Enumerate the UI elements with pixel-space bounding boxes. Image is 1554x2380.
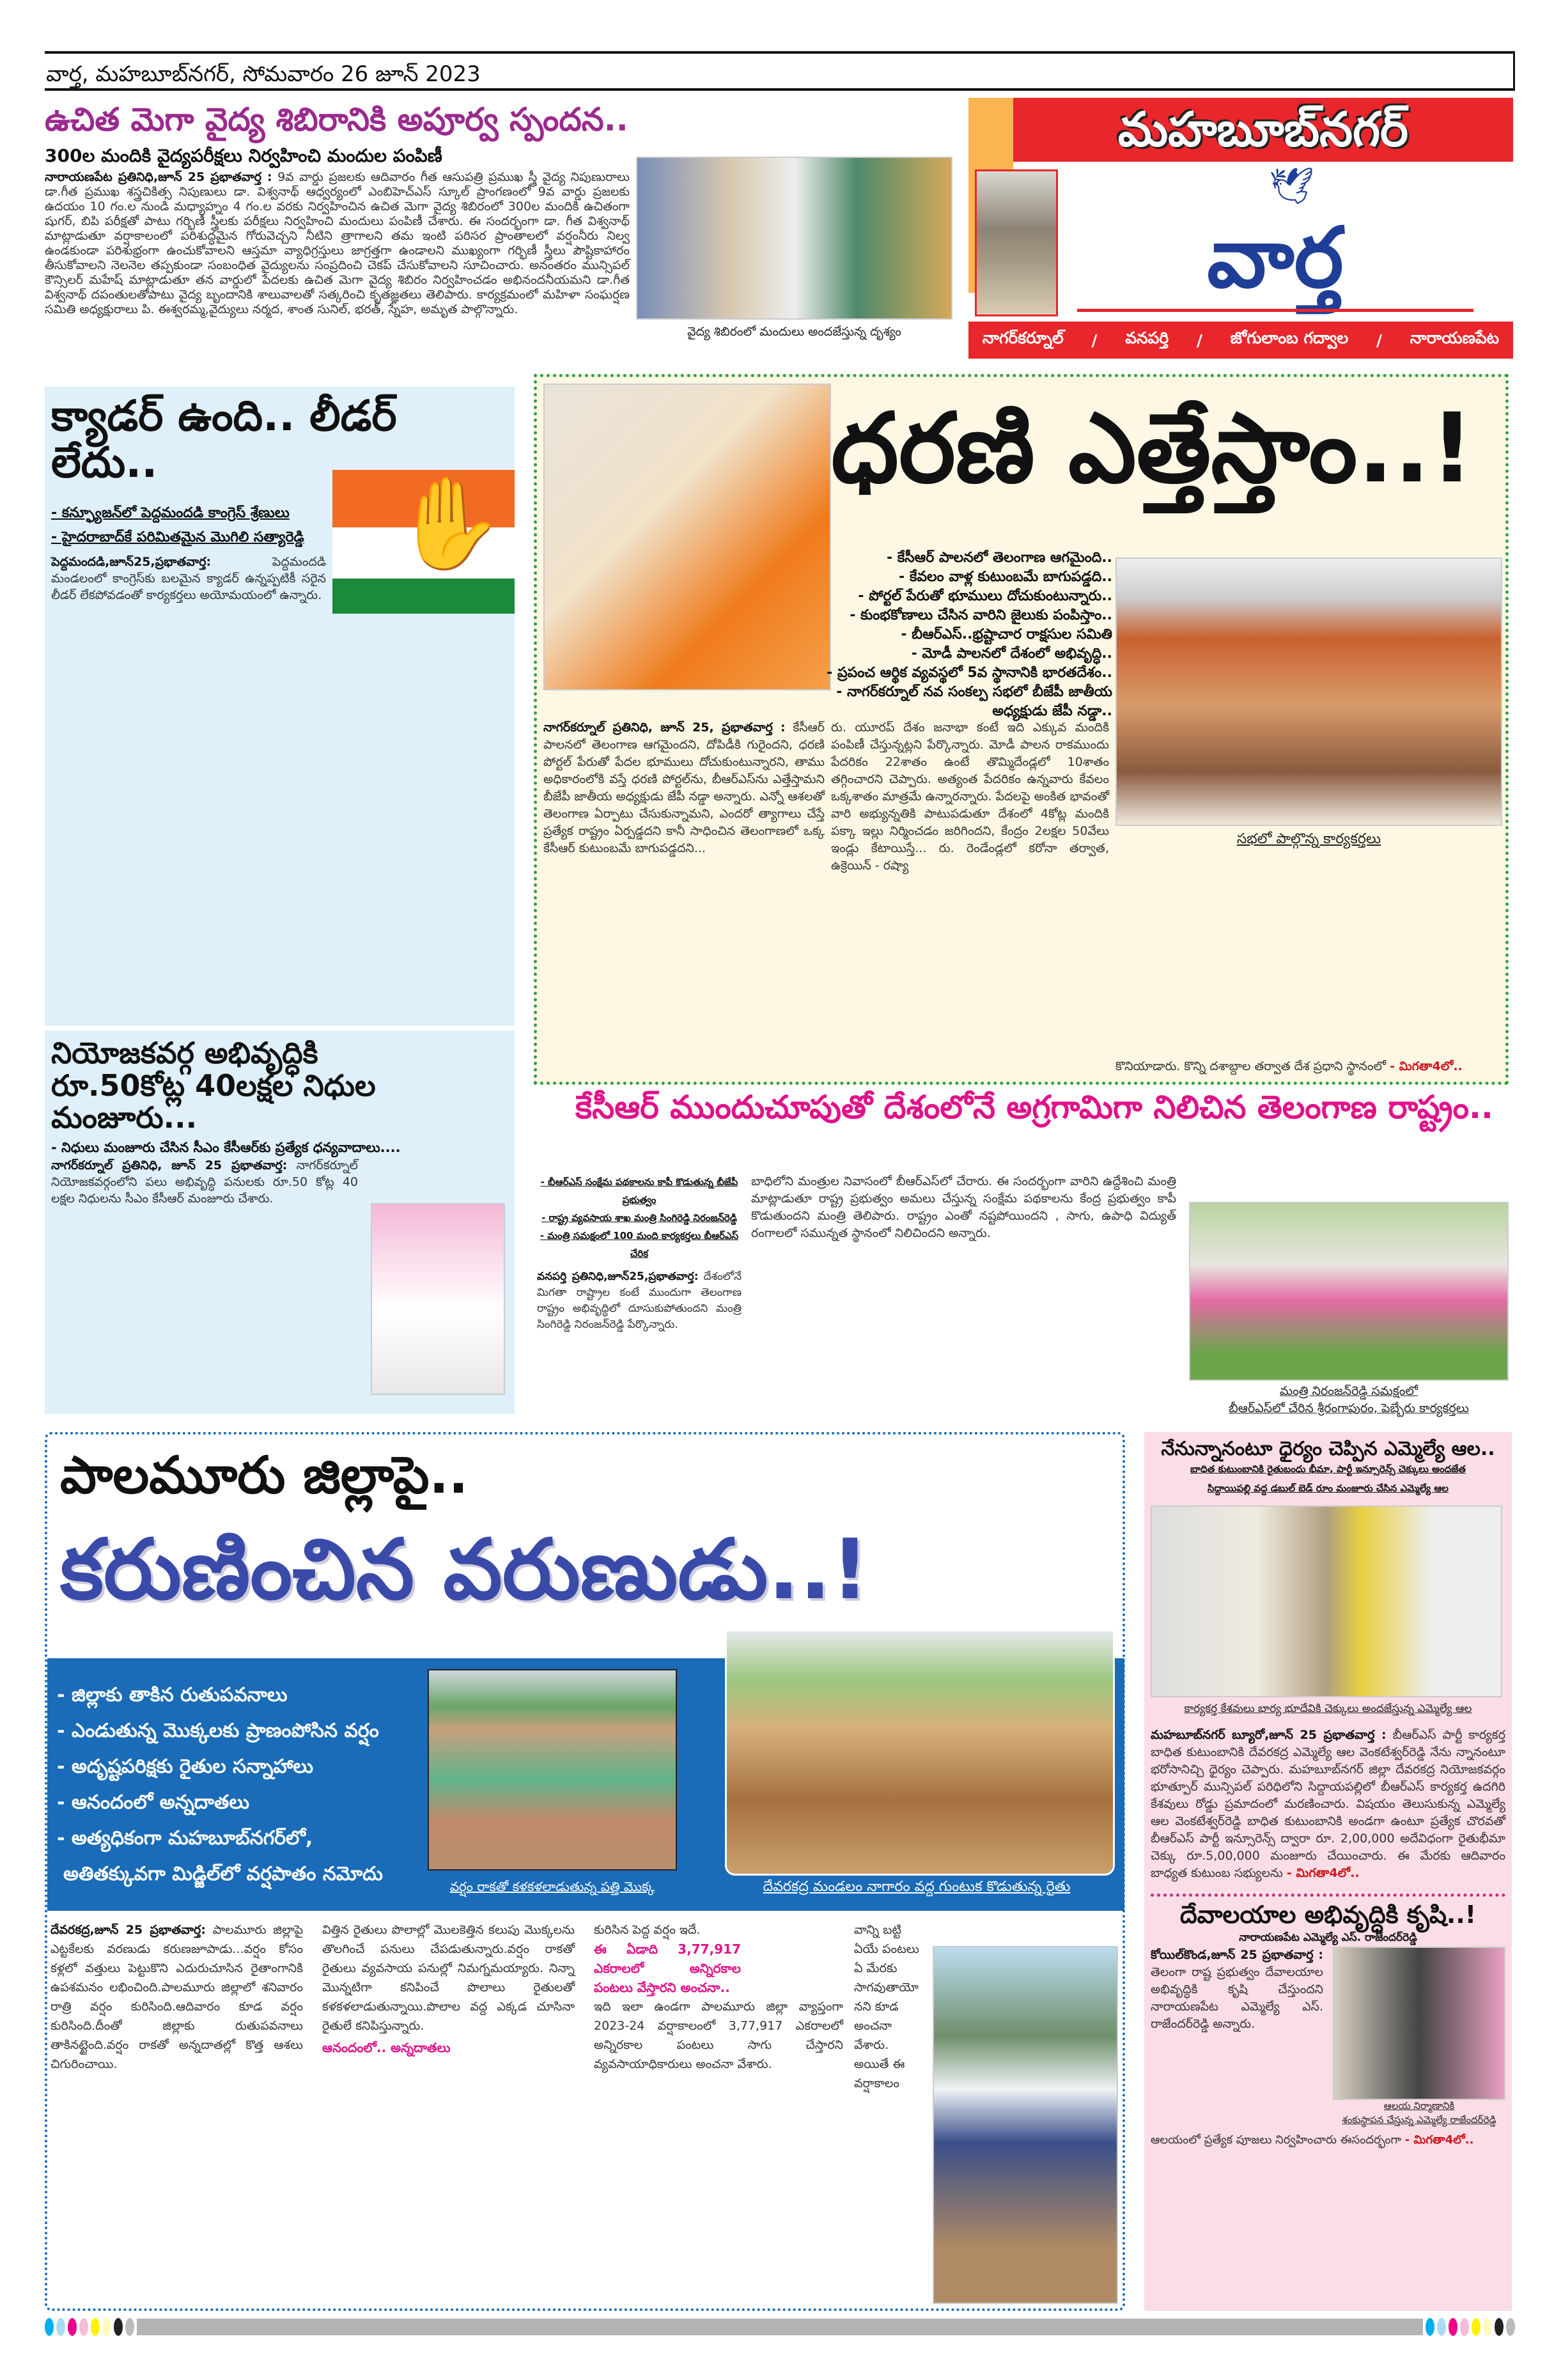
subheading: ఈ ఏడాది 3,77,917 ఎకరాలలో అన్నిరకాల పంటలు వేస్తారని అంచనా.. — [594, 1941, 741, 1995]
masthead — [968, 98, 1513, 359]
bullet: - హైదరాబాద్‌కే పరిమితమైన మొగిలి సత్యారెడ్డి — [51, 529, 304, 546]
bullet: - కేసీఆర్ పాలనలో తెలంగాణ ఆగమైంది.. — [886, 550, 1112, 566]
temple-tail: ఆలయంలో ప్రత్యేక పూజలు నిర్వహించారు ఈసందర్భంగా - మిగతా4లో.. — [1151, 2133, 1474, 2147]
district-gadwal: జోగులాంబ గద్వాల — [1230, 329, 1349, 347]
brs-photo-caption-2: బీఆర్ఎస్‌లో చేరిన శ్రీరంగాపురం, పెబ్బేరు కార్యకర్తలు — [1229, 1401, 1469, 1415]
bullet: - ఆనందంలో అన్నదాతలు — [57, 1791, 249, 1814]
headline: ధరణి ఎత్తేస్తాం..! — [831, 393, 1474, 504]
bullet: - కన్ఫ్యూజన్‌లో పెద్దమందడి కాంగ్రెస్ శ్రేణులు — [51, 505, 290, 522]
temple-caption-1: ఆలయ నిర్మాణానికి — [1383, 2099, 1455, 2112]
crowd-photo — [1115, 557, 1502, 826]
headline-2: కరుణించిన వరుణుడు..! — [60, 1521, 869, 1618]
brs-photo-caption-1: మంత్రి నిరంజన్‌రెడ్డి సమక్షంలో — [1279, 1384, 1418, 1398]
article-funds — [45, 1031, 515, 1414]
bullet: అతితక్కువగా మిడ్జిల్‌లో వర్షపాతం నమోదు — [63, 1863, 383, 1885]
article-column-2: రు. యూరప్ దేశం జనాభా కంటే ఇది ఎక్కువ మందికి పంపిణీ చేస్తున్నట్లని పేర్కొన్నారు. మోడీ పాలన రాకముందు పేదరికం 22శాతం ఉంటే తొమ్మిదేండ్లలో 10శాతం తగ్గించారని చెప్పారు. అత్యంత పేదరికం ఉన్నవారు కేవలం ఒక్కశాతం మాత్రమే ఉన్నారన్నారు. పేదలపై అంకిత భావంతో వారి అభ్యున్నతికి పాటుపడుతూ దేశంలో 4కోట్ల మందికి పక్కా ఇల్లు నిర్మించడం జరిగిందని, కేంద్రం 2లక్షల 50వేలు ఇండ్లు కేటాయిస్తే... రు. రెండేండ్లలో కరోనా తర్వాత, ఉక్రెయిన్ - రష్యా — [831, 720, 1109, 873]
kcr-headline: కేసీఆర్ ముందుచూపుతో దేశంలోనే అగ్రగామిగా నిలిచిన తెలంగాణ రాష్ట్రం.. — [575, 1089, 1493, 1126]
print-registration-bar — [45, 2317, 1515, 2337]
cotton-plant-photo — [428, 1669, 677, 1871]
bullet: - మంత్రి సమక్షంలో 100 మంది కార్యకర్తలు బీఆర్ఎస్ చేరిక — [540, 1230, 739, 1259]
kcr-column-2: బాధిలోని మంత్రుల నివాసంలో బీఆర్ఎస్‌లో చేరారు. ఈ సందర్భంగా వారిని ఉద్దేశించి మంత్రి మాట్లాడుతూ రాష్ట్ర ప్రభుత్వం అమలు చేస్తున్న సంక్షేమ పథకాలను కేంద్ర ప్రభుత్వం కాపీ కొడుతుందని మంత్రి తెలిపారు. రాష్ట్రం ఎంతో నష్టపోయిందని , సాగు, ఉపాధి విద్యుత్ రంగాలలో సమున్నత స్థానంలో నిలిచిందని అన్నారు. — [751, 1174, 1176, 1240]
headline-line1: నియోజకవర్గ అభివృద్ధికి — [51, 1036, 318, 1070]
article-column-3: కొనియాడారు. కొన్ని దశాబ్దాల తర్వాత దేశ ప్రధాని స్థానంలో - మిగతా4లో.. — [1115, 1059, 1463, 1073]
article-column-1: నాగర్‌కర్నూల్ ప్రతినిధి, జూన్ 25, ప్రభాతవార్త : కేసీఆర్ పాలనలో తెలంగాణ ఆగమైందని, దోపిడీకి గురైందని, ధరణి పోర్టల్ పేరుతో పేదల భూములు దోచుకుంటున్నారని, తాము అధికారంలోకి వస్తే ధరణి పోర్టల్‌ను, బీఆర్ఎస్‌ను ఎత్తేస్తామని బీజేపీ జాతీయ అధ్యక్షుడు జేపీ నడ్డా అన్నారు. ఎన్నో ఆశలతో తెలంగాణ ఏర్పాటు చేసుకున్నామని, ఎందరో త్యాగాలు చేస్తే ప్రత్యేక రాష్ట్రం ఏర్పడ్డదని కానీ సాధించిన తెలంగాణలో ఒక్క కేసీఆర్ కుటుంబమే బాగుపడ్డదని... — [543, 720, 825, 855]
bullet: - ప్రపంచ ఆర్థిక వ్యవస్థలో 5వ స్థానానికి భారతదేశం.. — [827, 665, 1112, 681]
bullet: - కేవలం వాళ్ల కుటుంబమే బాగుపడ్డది.. — [899, 569, 1112, 585]
article-body: నాగర్‌కర్నూల్ ప్రతినిధి, జూన్ 25 ప్రభాతవార్త: నాగర్‌కర్నూల్ నియోజకవర్గంలోని పలు అభివృద్ధి పనులకు రూ.50 కోట్ల 40 లక్షల నిధులను సీఎం కేసీఆర్ మంజూరు చేశారు. — [51, 1158, 358, 1206]
bullet: - నాగర్‌కర్నూల్ నవ సంకల్ప సభలో బీజేపీ జాతీయ అధ్యక్షుడు జేపీ నడ్డా.. — [836, 684, 1112, 719]
hand-symbol-icon: ✋ — [393, 472, 505, 576]
headline: నేనున్నానంటూ ధైర్యం చెప్పిన ఎమ్మెల్యే ఆల.. — [1161, 1438, 1495, 1460]
cotton-plant-caption: వర్షం రాకతో కళకళలాడుతున్న పత్తి మొక్క — [449, 1879, 655, 1894]
article-cadre — [45, 387, 515, 1026]
rain-column-1: దేవరకద్ర,జూన్ 25 ప్రభాతవార్త: పాలమూరు జిల్లాపై ఎట్టకేలకు వరణుడు కరుణజూపాడు...వర్షం కోసం కళ్లలో వత్తులు పెట్టుకొని ఎదురుచూసిన రైతాంగానికి ఉపశమనం లభించింది.పాలమూరు జిల్లాలో శనివారం రాత్రి వర్షం కురిసింది.ఆదివారం కూడ వర్షం కురిసింది.దీంతో జిల్లాకు రుతుపవనాలు తాకినట్టైంది.వర్షం రాకతో అన్నదాతల్లో కొత్త ఆశలు చిగురించాయి. — [51, 1923, 303, 2071]
subheading: ఆనందంలో.. అన్నదాతలు — [322, 2040, 451, 2055]
kcr-bullets — [537, 1173, 742, 1263]
subhead: బాధిత కుటుంబానికి రైతుబంధు భీమా, పార్టీ ఇన్సూరెన్స్ చెక్కులు అందజేత — [1190, 1463, 1466, 1475]
farmer-oxen-photo — [725, 1629, 1115, 1876]
article-body: మహబూబ్‌నగర్ బ్యూరో,జూన్ 25 ప్రభాతవార్త : బీఆర్ఎస్ పార్టీ కార్యకర్త బాధిత కుటుంబానికి దేవరకద్ర ఎమ్మెల్యే ఆల వెంకటేశ్వర్‌రెడ్డి నేను న్నానంటూ భరోసానిచ్చి ధైర్యం చెప్పారు. మహబూబ్‌నగర్ జిల్లా దేవరకద్ర నియోజకవర్గం భూత్పూర్ మున్సిపల్ పరిధిలోని సిద్దాయపల్లిలో బీఆర్ఎస్ కార్యకర్త ఉదగిరి కేశవులు రోడ్డు ప్రమాదంలో మరణించారు. విషయం తెలుసుకున్న ఎమ్మెల్యే ఆల వెంకటేశ్వర్‌రెడ్డి బాధిత కుటుంబానికి అండగా ఉంటూ ప్రత్యేక చొరవతో బీఆర్ఎస్ పార్టీ ఇన్సూరెన్స్ ద్వారా రూ. 2,00,000 అదేవిధంగా రైతుభీమా చెక్కు రూ.5,00,000 మంజూరు చేయించారు. ఈ మేరకు ఆదివారం బాధ్యత కుటుంబ సభ్యులను - మిగతా4లో.. — [1151, 1728, 1505, 1880]
rain-column-3: కురిసిన పెద్ద వర్షం ఇదే. ఈ ఏడాది 3,77,917 ఎకరాలలో అన్నిరకాల పంటలు వేస్తారని అంచనా.. ఇది ఇలా ఉండగా పాలమూరు జిల్లా వ్యాప్తంగా 2023-24 వర్షాకాలంలో 3,77,917 ఎకరాలలో అన్నిరకాల పంటలు సాగు చేస్తారని వ్యవసాయాధికారులు అంచనా వేశారు. — [594, 1923, 843, 2071]
page-header — [45, 51, 1515, 91]
mla-speaking-photo — [371, 1203, 505, 1395]
bullet: - బీఆర్ఎస్ సంక్షేమ పథకాలను కాపీ కొడుతున్న బీజేపీ ప్రభుత్వం — [540, 1176, 738, 1206]
dove-logo-icon: 🕊 — [1269, 166, 1315, 207]
headline: క్యాడర్ ఉంది.. లీడర్ లేదు.. — [51, 391, 397, 487]
congress-flag-image — [332, 470, 515, 614]
photo-caption: కార్యకర్త కేశవులు భార్య భూదేవికి చెక్కులు అందజేస్తున్న ఎమ్మెల్యే ఆల — [1184, 1702, 1472, 1715]
district-wanaparthy: వనపర్తి — [1125, 329, 1169, 347]
crowd-photo-caption: సభలో పాల్గొన్న కార్యకర్తలు — [1236, 831, 1381, 847]
bullet: - కుంభకోణాలు చేసిన వారిని జైలుకు పంపిస్తాం.. — [850, 607, 1112, 623]
article-body: పెద్దమందడి,జూన్25,ప్రభాతవార్త: పెద్దమందడి మండలంలో కాంగ్రెస్‌కు బలమైన క్యాడర్ ఉన్నప్పటికీ సరైన లీడర్ లేకపోవడంతో కార్యకర్తలు అయోమయంలో ఉన్నారు. — [51, 555, 326, 603]
bullet: - పోర్టల్ పేరుతో భూములు దోచుకుంటున్నారు.. — [858, 588, 1112, 604]
article-dharani — [534, 374, 1509, 1085]
brs-joining-photo — [1189, 1202, 1509, 1381]
bullet-list — [780, 548, 1112, 721]
continued-marker: - మిగతా4లో.. — [1390, 1059, 1463, 1073]
headline-1: పాలమూరు జిల్లాపై.. — [60, 1445, 469, 1505]
oxen-caption: దేవరకద్ర మండలం నాగారం వద్ద గుంటుక కొడుతున్న రైతు — [763, 1879, 1071, 1895]
bullet: - మోడీ పాలనలో దేశంలో అభివృద్ధి.. — [911, 646, 1112, 662]
bullet: - జిల్లాకు తాకిన రుతుపవనాలు — [57, 1684, 288, 1706]
bullet: - నిధులు మంజూరు చేసిన సీఎం కేసీఆర్‌కు ప్రత్యేక ధన్యవాదాలు.... — [51, 1139, 401, 1155]
article-rain — [45, 1432, 1125, 2311]
dam-photo — [975, 169, 1058, 316]
article-body: నారాయణపేట ప్రతినిధి,జూన్ 25 ప్రభాతవార్త : 9వ వార్డు ప్రజలకు ఆదివారం గీత ఆసుపత్రి ప్రముఖ స్త్రీ వైద్య నిపుణురాలు డా.గీత ప్రముఖ శస్త్రచికిత్స నిపుణులు డా. విశ్వనాథ్ ఆధ్వర్యంలో ఎంబిహెచ్ఎస్ స్కూల్ ప్రాంగణంలో 9వ వార్డు ప్రజలకు ఉదయం 10 గం.ల నుండి మధ్యాహ్నం 4 గం.ల వరకు నిర్వహించిన ఉచిత మెగా వైద్య శిబిరంలో 300ల మందికి ఉచితంగా షుగర్, బిపి పరీక్షతో పాటు గర్భిణీ స్త్రీలకు పరీక్షలు నిర్వహించి మందులు పంపిణీ చేశారు. ఈ సందర్భంగా డా. గీత విశ్వనాథ్ మాట్లాడుతూ వర్షాకాలంలో పరిశుద్ధమైన గోరువెచ్చని నీటిని త్రాగాలని తమ ఇంటి పరిసర ప్రాంతాలలో వర్షంనీరు నిల్వ ఉండకుండా పరిశుభ్రంగా ఉంచుకోవాలని ఆస్తమా వ్యాధిగ్రస్తులు జాగ్రత్తగా ఉండాలని ముఖ్యంగా గర్భిణీ స్త్రీలు పౌష్టికాహారం తీసుకోవాలని నెలనెల తప్పకుండా సంబంధిత వైద్యులను సంప్రదించి చెకప్ చేసుకోవాలని సూచించారు. అనంతరం మున్సిపల్ కౌన్సిలర్ మహేష్ మాట్లాడుతూ తన వార్డులో పేదలకు ఉచిత మెగా వైద్య శిబిరం నిర్వహించడం అభినందనీయమని డా.గీత విశ్వనాథ్ దపంతులతోపాటు వైద్య బృందానికి శాలువాలతో సత్కరించి కృతజ్ఞతలు తెలిపారు. కార్యక్రమంలో మహిళా సంఘర్షణ సమితి అధ్యక్షురాలు పి. ఈశ్వరమ్మ,వైద్యులు నర్మద, శాంత సునిల్, భరత్, స్నేహ, అమృత పాల్గొన్నారు. — [45, 169, 630, 316]
rain-column-2: విత్తిన రైతులు పొలాల్లో మొలకెత్తిన కలుపు మొక్కలను తొలగించే పనులు చేపడుతున్నారు.వర్షం రాకతో రైతులు వ్యవసాయ పనుల్లో నిమగ్నమయ్యారు. నిన్నా మొన్నటిగా కనిపించే పొలాలు రైతులతో కళకళలాడుతున్నాయి.పొలాల వద్ద ఎక్కడ చూసినా రైతులే కనిపిస్తున్నారు. ఆనందంలో.. అన్నదాతలు — [322, 1923, 575, 2055]
headline-line2: రూ.50కోట్ల 40లక్షల నిధుల మంజూరు... — [51, 1068, 376, 1135]
woman-farmer-photo — [933, 1946, 1118, 2304]
temple-headline: దేవాలయాల అభివృద్ధికి కృషి..! — [1179, 1901, 1477, 1929]
mla-cheque-photo — [1151, 1505, 1502, 1697]
bullet: - అదృష్టపరిక్షకు రైతుల సన్నాహాలు — [57, 1755, 313, 1778]
medical-camp-photo — [636, 157, 952, 320]
continued-marker: - మిగతా4లో.. — [1286, 1866, 1360, 1880]
bullet: - ఎండుతున్న మొక్కలకు ప్రాణంపోసిన వర్షం — [57, 1720, 379, 1742]
temple-body: కోయిల్‌కొండ,జూన్ 25 ప్రభాతవార్త : తెలంగా రాష్ట ప్రభుత్వం దేవాలయాల అభివృద్ధికి కృషి చేస్తుందని నారాయణపేట ఎమ్మెల్యే ఎస్. రాజేందర్‌రెడ్డి అన్నారు. — [1151, 1947, 1323, 2031]
bullet: - రాష్ట్ర వ్యవసాయ శాఖ మంత్రి సింగిరెడ్డి నిరంజన్‌రెడ్డి — [541, 1212, 737, 1224]
rain-column-4: వాన్ని బట్టి ఏయే పంటలు ఏ మేరకు సాగవుతాయోనని కూడ అంచనా వేశారు. అయితే ఈ వర్షాకాలం — [854, 1923, 919, 2090]
article-mla-ala — [1144, 1432, 1512, 2311]
bullet: - బీఆర్ఎస్..భ్రష్టాచార రాక్షసుల సమితి — [901, 626, 1112, 642]
temple-caption-2: శంకుస్థాపన చేస్తున్న ఎమ్మెల్యే రాజేందర్‌రెడ్డి — [1342, 2113, 1496, 2126]
masthead-edition-title: మహబూబ్‌నగర్ — [1013, 98, 1513, 162]
district-bar: నాగర్‌కర్నూల్ / వనపర్తి / జోగులాంబ గద్వాల / నారాయణపేట — [968, 322, 1513, 359]
masthead-logo: వార్త — [1207, 209, 1344, 306]
kcr-column-1: వనపర్తి ప్రతినిధి,జూన్25,ప్రభాతవార్త: దేశంలోనే మిగతా రాష్ట్రాల కంటే ముందుగా తెలంగాణ రాష్ట్రం అభివృద్ధిలో దూసుకుపోతుందని మంత్రి సింగిరెడ్డి నిరంజన్‌రెడ్డి పేర్కొన్నారు. — [537, 1270, 742, 1331]
subhead: 300ల మందికి వైద్యపరీక్షలు నిర్వహించి మందుల పంపిణీ — [45, 145, 442, 166]
headline: ఉచిత మెగా వైద్య శిబిరానికి అపూర్వ స్పందన.. — [45, 101, 628, 138]
subhead: సిద్దాయిపల్లి వద్ద డబుల్ బెడ్ రూం మంజూరు చేసిన ఎమ్మెల్యే ఆల — [1208, 1482, 1449, 1494]
bullet: - అత్యధికంగా మహబూబ్‌నగర్‌లో, — [57, 1827, 313, 1849]
photo-caption: వైద్య శిబిరంలో మందులు అందజేస్తున్న దృశ్యం — [687, 325, 901, 339]
district-nagarkurnool: నాగర్‌కర్నూల్ — [982, 329, 1064, 347]
temple-photo — [1333, 1947, 1505, 2100]
temple-subhead: నారాయణపేట ఎమ్మెల్యే ఎస్. రాజేందర్‌రెడ్డి — [1239, 1931, 1417, 1944]
district-narayanpet: నారాయణపేట — [1410, 329, 1500, 347]
header-dateline: వార్త, మహబూబ్‌నగర్, సోమవారం 26 జూన్ 2023 — [46, 61, 481, 87]
